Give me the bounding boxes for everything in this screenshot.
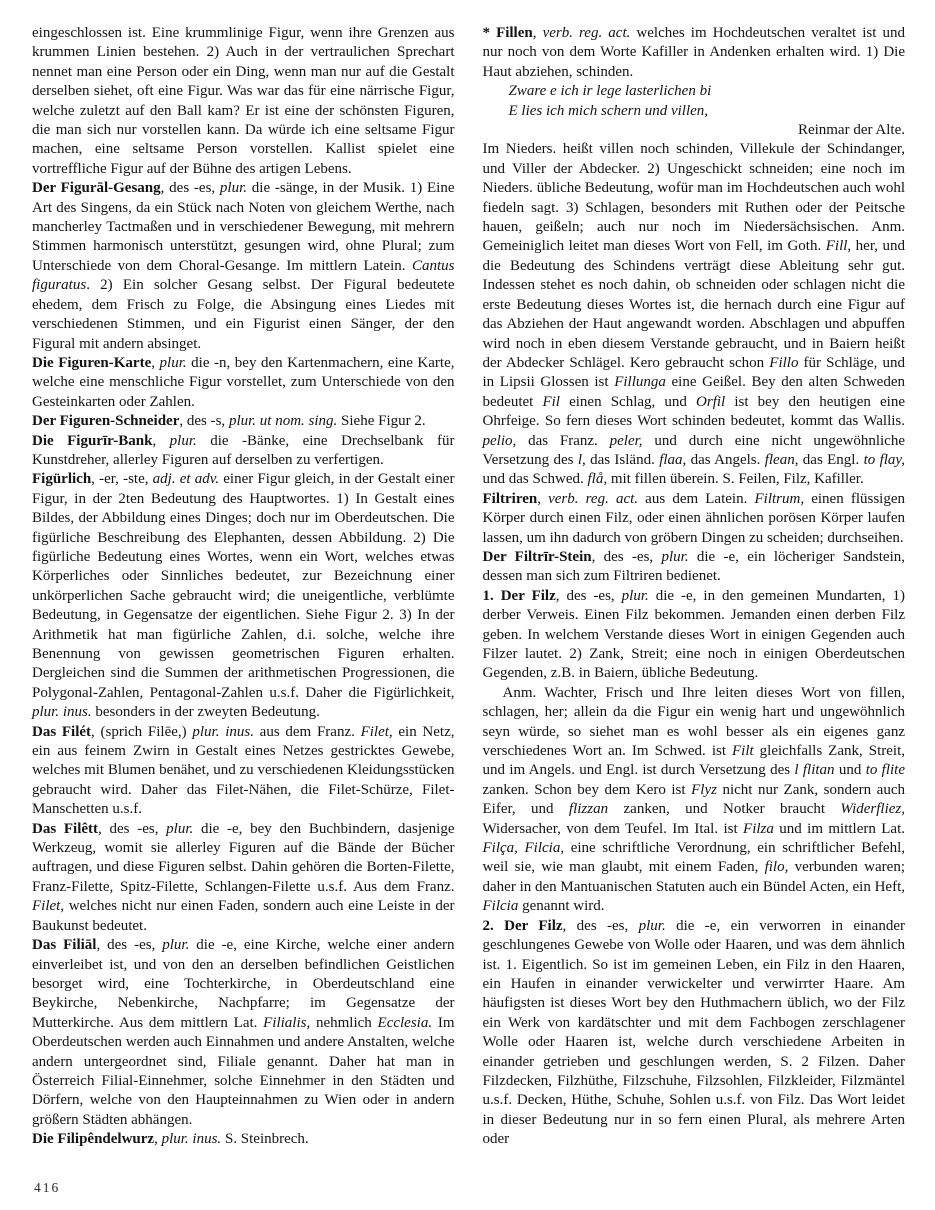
body-text: nicht nur Zank, sondern auch Eifer, und	[482, 781, 905, 818]
italic-text: Filt	[732, 743, 754, 760]
italic-text: plur. inus.	[161, 1131, 222, 1148]
italic-text: Filça, Filcia,	[482, 840, 565, 857]
italic-text: plur.	[169, 432, 197, 449]
headword: 2. Der Filz	[482, 917, 563, 934]
body-text: welches im Hochdeutschen veraltet ist und nur noch von dem Worte Kafiller in Andenken erhalten wird. 1) Die Haut abziehen, schinden.	[482, 25, 906, 80]
body-text: ,	[151, 354, 160, 371]
italic-text: Filet,	[32, 898, 65, 915]
italic-text: filo,	[764, 859, 789, 876]
body-text: Im Oberdeutschen werden auch Einnahmen und andere Anstalten, welche andern untergeordnet sind, Filiale genannt. Daher hat man in Österreich Filial-Einnehmer, solche Einnehmer in den Städten und Dörfern, welche von den Haupteinnahmen zu Wien oder in andern größern Städten abhängen.	[32, 1014, 455, 1128]
dictionary-entry	[483, 548, 906, 587]
headword: Die Figuren-Karte	[32, 354, 152, 371]
body-text: . 2) Ein solcher Gesang selbst. Der Figural bedeutete ehedem, dem Frisch zu Folge, die Absingung eines Liedes mit verschiedenen Stimmen, und ein Figurist einen Sänger, der den Figural mit andern absinget.	[32, 277, 455, 352]
verse-line	[483, 82, 906, 101]
dictionary-entry	[483, 24, 906, 82]
italic-text: Filtrum,	[754, 490, 805, 507]
body-text: verbunden waren; daher in den Mantuanischen Statuten auch ein Bündel Acten, ein Heft,	[482, 859, 905, 895]
body-text: ,	[532, 25, 543, 41]
body-text: , des -es,	[562, 917, 639, 934]
headword: Der Filtrīr-Stein	[482, 548, 592, 565]
italic-text: adj. et adv.	[152, 471, 220, 488]
italic-text: plur.	[219, 180, 248, 197]
italic-text: peler,	[609, 432, 643, 449]
headword: Das Filét	[32, 723, 92, 740]
italic-text: to flay,	[863, 451, 906, 468]
headword: Der Figuren-Schneider	[32, 413, 180, 430]
italic-text: plur. inus.	[32, 704, 92, 721]
body-text: aus dem Franz.	[253, 723, 361, 740]
dictionary-entry	[32, 412, 455, 431]
italic-text: plur.	[661, 548, 689, 565]
italic-text: flean,	[764, 451, 799, 468]
body-text: ist bey den heutigen eine Ohrfeige. So fern dieses Wort schinden bedeutet, kommt das Wallis.	[482, 393, 906, 430]
body-text: Reinmar der Alte.	[797, 122, 905, 139]
body-text: die -e, eine Kirche, welche einer andern einverleibet ist, und von den an derselben befindlichen Geistlichen besorget wird, eine Tochterkirche, in Oberdeutschland eine Beykirche, Nebenkirche, Nachpfarre; im Gegensatze der Mutterkirche. Aus dem mittlern Lat.	[32, 937, 455, 1031]
body-text: das Engl.	[798, 451, 864, 468]
body-text: und durch eine nicht ungewöhnliche Versetzung des	[482, 432, 905, 468]
italic-text: l,	[577, 451, 586, 468]
italic-text: E lies ich mich schern und villen,	[508, 102, 709, 119]
body-text: aus dem Latein.	[638, 490, 755, 507]
body-text: Siehe Figur 2.	[337, 413, 426, 430]
body-text: zanken. Schon bey dem Kero ist	[482, 781, 692, 798]
body-text: eine schriftliche Verordnung, ein schriftlicher Befehl, weil sie, wie man glaubt, mit einem Faden,	[482, 840, 905, 876]
dictionary-entry	[32, 470, 455, 722]
body-text: , des -es,	[96, 937, 163, 954]
body-text: ,	[154, 1131, 162, 1148]
body-text: und	[834, 762, 866, 779]
body-text: , -er, -ste,	[91, 471, 153, 488]
body-text: die -sänge, in der Musik. 1) Eine Art des Singens, da ein Stück nach Noten von gleichem Werthe, nach mancherley Tactmaßen und in verschiedener Bewegung, mit mehrern Stimmen harmonisch unterstützt, gesungen wird, ohne Plural; zum Unterschiede von dem Choral-Gesange. Im mittlern Latein.	[32, 180, 455, 274]
italic-text: Flyz	[691, 781, 717, 798]
body-text: die -n, bey den Kartenmachern, eine Karte, welche eine menschliche Figur vorstellet, zum Unterschiede von den Gesteinkarten oder Zahlen.	[32, 354, 455, 410]
italic-text: plur.	[162, 937, 190, 954]
headword: Der Figurāl-Gesang	[32, 180, 161, 197]
italic-text: plur. ut nom. sing.	[228, 413, 338, 430]
body-text: die -Bänke, eine Drechselbank für Kunstdreher, allerley Figuren auf derselben zu verfertigen.	[32, 432, 455, 468]
body-text: und das Schwed.	[482, 471, 588, 488]
dictionary-entry	[32, 820, 455, 936]
italic-text: l flitan	[794, 762, 835, 779]
dictionary-entry	[32, 723, 455, 820]
page-number: 416	[34, 1180, 61, 1195]
body-text: das Angels.	[686, 451, 765, 468]
body-text: , des -es,	[555, 587, 622, 604]
dictionary-entry	[32, 936, 455, 1130]
italic-text: plur.	[159, 354, 187, 371]
italic-text: pelio,	[482, 432, 517, 449]
body-text: ,	[152, 432, 170, 449]
italic-text: flaa,	[659, 451, 687, 468]
body-text: einen Schlag, und	[559, 393, 697, 410]
dictionary-entry	[483, 490, 906, 548]
italic-text: plur. inus.	[192, 723, 254, 740]
italic-text: Filet,	[360, 723, 393, 740]
headword: Die Figurīr-Bank	[32, 432, 153, 449]
body-text: S. Steinbrech.	[221, 1131, 309, 1148]
italic-text: Filza	[743, 820, 774, 837]
body-text: das Franz.	[516, 432, 610, 449]
body-text: eingeschlossen ist. Eine krummlinige Figur, wenn ihre Grenzen aus krummen Linien bestehen. 2) Auch in der vertraulichen Sprechart nennet man eine Person oder ein Ding, wenn man nur auf die Gestalt derselben siehet, oft eine Figur. Was war das für eine närrische Figur, welche zuletzt auf den Ball kam? Er ist eine der schönsten Figuren, die man sich nur vorstellen kann. Da würde ich eine seltsame Figur machen, eine seltsame Person vorstellen. Kallist spielet eine vortreffliche Figur auf der Bühne des artigen Lebens.	[32, 25, 455, 177]
body-text: die -e, bey den Buchbindern, dasjenige Werkzeug, womit sie allerley Figuren auf die Bände der Bücher auftragen, und diese Figuren selbst. Dahin gehören die Borten-Filette, Franz-Filette, Spitz-Filette, Schlangen-Filette u.s.f. Aus dem Franz.	[32, 820, 455, 895]
verse-line	[483, 102, 906, 121]
body-text: besonders in der zweyten Bedeutung.	[91, 704, 320, 721]
italic-text: Zware e ich ir lege lasterlichen bi	[508, 83, 712, 100]
body-text: , des -s,	[179, 413, 229, 430]
dictionary-entry	[32, 354, 455, 412]
italic-text: Filialis,	[263, 1014, 311, 1031]
headword: Die Filipêndelwurz	[32, 1131, 155, 1148]
italic-text: Fil	[542, 393, 560, 410]
body-text: , des -es,	[591, 548, 662, 565]
body-text: das Isländ.	[585, 451, 660, 468]
headword: Das Filêtt	[32, 820, 99, 837]
body-text: , des -es,	[160, 180, 220, 197]
headword: Das Filiāl	[32, 937, 97, 954]
italic-text: Fillo	[769, 354, 799, 371]
body-text: die -e, ein löcheriger Sandstein, dessen man sich zum Filtriren bedienet.	[482, 548, 905, 585]
italic-text: flizzan	[568, 801, 609, 818]
body-text: genannt wird.	[518, 898, 605, 915]
italic-text: plur.	[621, 587, 649, 604]
body-text: Im Nieders. heißt villen noch schinden, Villekule der Schindanger, und Viller der Abdecker. 2) Ungeschickt schneiden; eine noch im Nieders. übliche Bedeutung, wofür man im Hochdeutschen auch wohl fiedeln sagt. 3) Schlagen, besonders mit Ruthen oder der Peitsche hauen, geißeln; auch nur noch im Niedersächsischen. Anm. Gemeiniglich leitet man dieses Wort von Fell, im Goth.	[482, 141, 905, 255]
body-text: welches nicht nur einen Faden, sondern auch eine Leiste in der Baukunst bedeutet.	[32, 898, 455, 934]
headword: * Fillen	[482, 25, 533, 41]
italic-text: verb. reg. act.	[542, 25, 631, 41]
headword: Figürlich	[32, 471, 92, 488]
paragraph	[483, 140, 906, 489]
body-text: ein Netz, ein aus feinem Zwirn in Gestalt eines Netzes gestricktes Gewebe, welches mit Blumen benähet, und zu verschiedenen Kleidungsstücken gebraucht wird. Daher das Filet-Nähen, die Filet-Schürze, Filet-Manschetten u.s.f.	[32, 723, 455, 818]
left-column	[32, 24, 455, 1150]
body-text: und im mittlern Lat.	[773, 820, 905, 837]
italic-text: Cantus figuratus	[32, 257, 455, 294]
attribution	[483, 121, 906, 140]
body-text: Widersacher, von dem Teufel. Im Ital. ist	[482, 820, 744, 837]
body-text: mit fillen überein. S. Feilen, Filz, Kafiller.	[607, 471, 864, 488]
body-text: , (sprich Filēe,)	[91, 723, 193, 740]
italic-text: Ecclesia.	[377, 1014, 433, 1031]
dictionary-entry	[32, 1130, 455, 1149]
body-text: Anm. Wachter, Frisch und Ihre leiten dieses Wort von fillen, schlagen, her; allein da die Figur ein wenig hart und ungewöhnlich seyn würde, so siehet man es wohl besser als ein eigenes ganz verschiedenes Wort an. Im Schwed. ist	[482, 684, 905, 760]
body-text: gleichfalls Zank, Streit, und im Angels. und Engl. ist durch Versetzung des	[482, 743, 905, 779]
body-text: die -e, ein verworren in einander geschlungenes Gewebe von Wolle oder Haaren, und was dem ähnlich ist. 1. Eigentlich. So ist im gemeinen Leben, ein Filz in den Haaren, ein Haufen in einander verwickelter und verwirrter Haare. Am häufigsten ist dieses Wort bey den Huthmachern üblich, wo der Filz ein Werk von kardätschter und mit dem Fachbogen zerschlagener Wolle oder Haaren ist, welche durch verschiedene Arbeiten in einander getrieben und geschlungen werden, S. 2 Filzen. Daher Filzdecken, Filzhüthe, Filzschuhe, Filzsohlen, Filzkleider, Filzmäntel u.s.f. Decken, Hüthe, Schuhe, Sohlen u.s.f. von Filz. Das Wort leidet in dieser Bedeutung nur in so fern einen Plural, als mehrere Arten oder	[482, 917, 905, 1148]
dictionary-entry	[483, 587, 906, 684]
italic-text: verb. reg. act.	[548, 490, 639, 507]
body-text: ,	[537, 490, 549, 507]
body-text: nehmlich	[310, 1014, 378, 1031]
note-paragraph	[483, 684, 906, 917]
body-text: einer Figur gleich, in der Gestalt einer Figur, in der 2ten Bedeutung des Hauptwortes. 1) In Gestalt eines Bildes, der Abbildung eines Dinges; doch nur im Oberdeutschen. Die figürliche Beschreibung des Elephanten, dessen Abbildung. 2) Die figürliche Bedeutung eines Wortes, wenn ein Wort, welches etwas Körperliches oder Sinnliches bedeutet, zur Bezeichnung einer unkörperlichen Sache gebraucht wird; die uneigentliche, verblümte Bedeutung, in Gegensatze der eigentlichen. Siehe Figur 2. 3) In der Arithmetik hat man figürliche Zahlen, d.i. solche, welche ihre Benennung von gewissen geometrischen Figuren erhalten. Dergleichen sind die Summen der arithmetischen Progressionen, die Polygonal-Zahlen, Pentagonal-Zahlen u.s.f. Daher die Figürlichkeit,	[32, 471, 455, 701]
italic-text: Orfil	[696, 393, 726, 410]
dictionary-entry	[483, 917, 906, 1150]
body-text: her, und die Bedeutung des Schindens verträgt diese Ableitung sehr gut. Indessen stehet es noch dahin, ob schneiden oder schlagen nicht die erste Bedeutung dieses Wortes ist, die hernach durch eine Figur auf das Abziehen der Haut angewandt worden. Abschlagen und abpuffen wird noch in eben diesem Verstande gebraucht, und in Baiern heißt der Abdecker Schlägel. Kero gebraucht schon	[482, 238, 905, 371]
italic-text: to flite	[865, 762, 905, 779]
italic-text: flå,	[587, 471, 608, 488]
italic-text: Fill,	[825, 238, 852, 255]
headword: 1. Der Filz	[482, 587, 556, 604]
dictionary-entry	[32, 179, 455, 354]
body-text: eine Geißel. Bey den alten Schweden bedeutet	[482, 374, 905, 410]
dictionary-entry	[32, 432, 455, 471]
italic-text: Filcia	[482, 898, 519, 915]
body-text: , des -es,	[98, 820, 167, 837]
italic-text: Widerfliez,	[840, 801, 905, 818]
body-text: für Schläge, und in Lipsii Glossen ist	[482, 354, 905, 391]
italic-text: plur.	[638, 917, 666, 934]
italic-text: plur.	[166, 820, 194, 837]
paragraph	[32, 24, 455, 179]
italic-text: Fillunga	[614, 374, 666, 391]
body-text: zanken, und Notker braucht	[608, 801, 841, 818]
right-column	[483, 24, 906, 1150]
body-text: die -e, in den gemeinen Mundarten, 1) derber Verweis. Einen Filz bekommen. Jemanden einen derben Filz geben. In welchem Verstande dieses Wort in einigen Gegenden auch Filzer lautet. 2) Zank, Streit; eine noch in einigen Oberdeutschen Gegenden, z.B. in Baiern, übliche Bedeutung.	[482, 587, 905, 682]
body-text: einen flüssigen Körper durch einen Filz, oder einen ähnlichen porösen Körper laufen lassen, um ihn dadurch von gröbern Dingen zu scheiden; durchseihen.	[482, 490, 905, 546]
headword: Filtriren	[482, 490, 538, 507]
